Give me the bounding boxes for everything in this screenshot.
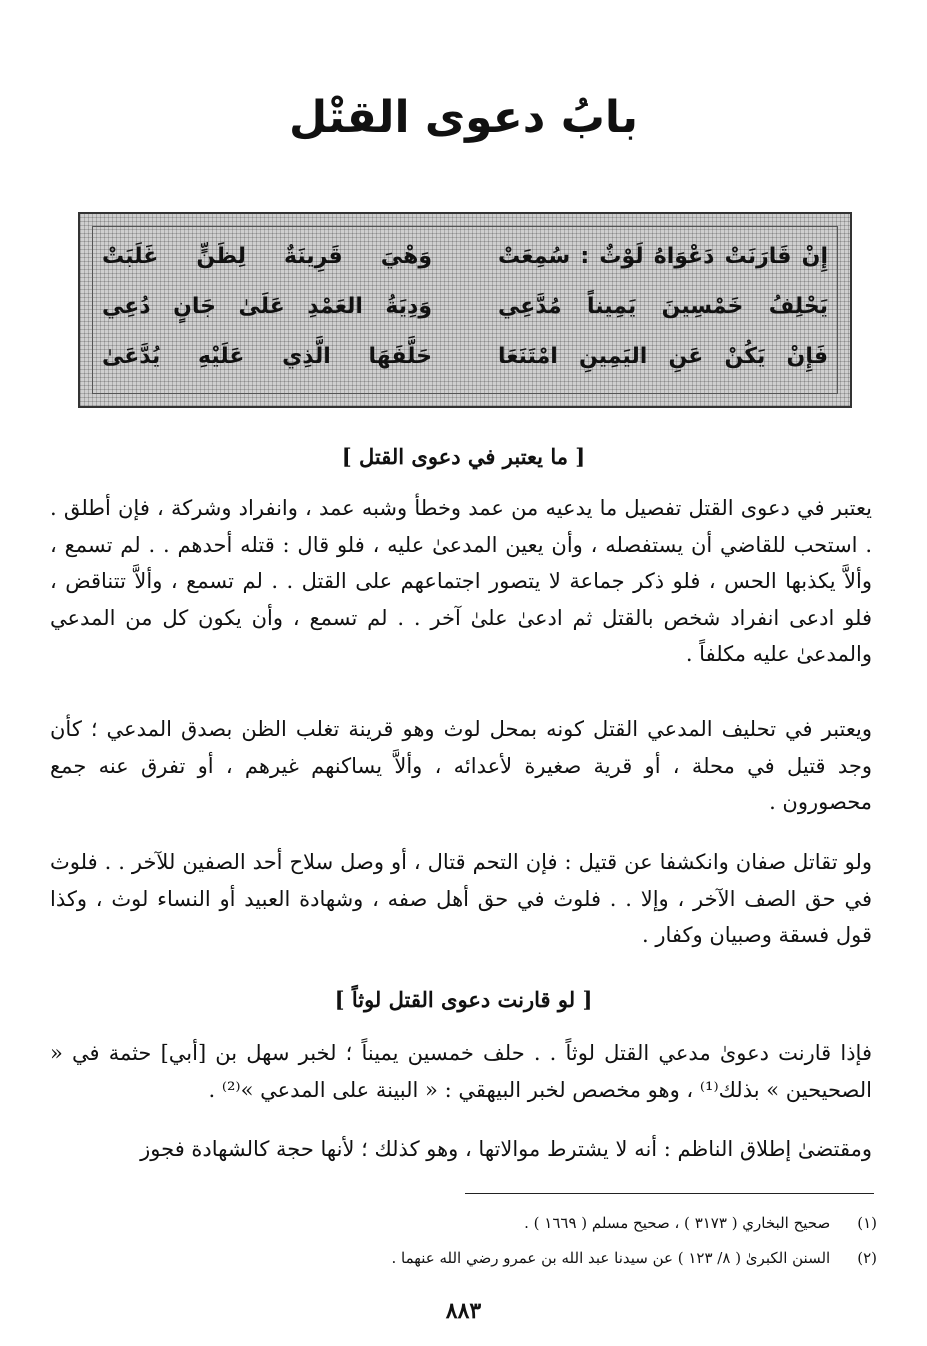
poem-hemistich-second: وَهْيَ قَرِينَةٌ لِظَنٍّ غَلَبَتْ <box>102 244 432 269</box>
paragraph: ويعتبر في تحليف المدعي القتل كونه بمحل لوث وهو قرينة تغلب الظن بصدق المدعي ؛ كأن وجد قتيل في محلة ، أو قرية صغيرة لأعدائه ، وألاَّ يساكنهم غيرهم ، أو تفرق عنه جمع محصورون . <box>50 717 872 814</box>
poem-hemistich-first: يَحْلِفُ خَمْسِينَ يَمِيناً مُدَّعِي <box>498 294 828 319</box>
poem-box <box>78 212 852 408</box>
poem-hemistich-second: حَلَّفَهَا الَّذِي عَلَيْهِ يُدَّعَىٰ <box>102 344 432 369</box>
footnote-number: (١) <box>857 1214 877 1232</box>
footnote <box>55 1248 877 1268</box>
poem-hemistich-first: إِنْ قَارَنَتْ دَعْوَاهُ لَوْثٌ : سُمِعَتْ <box>498 244 828 269</box>
poem-line <box>92 294 838 338</box>
page-number: ٨٨٣ <box>445 1298 482 1324</box>
paragraph: ومقتضىٰ إطلاق الناظم : أنه لا يشترط موالاتها ، وهو كذلك ؛ لأنها حجة كالشهادة فجوز <box>140 1137 872 1161</box>
section-heading: [ ما يعتبر في دعوى القتل ] <box>341 444 586 469</box>
paragraph: فإذا قارنت دعوىٰ مدعي القتل لوثاً . . حلف خمسين يميناً ؛ لخبر سهل بن [أبي] حثمة في « الصحيحين » بذلك⁽¹⁾ ، وهو مخصص لخبر البيهقي : « البينة على المدعي »⁽²⁾ . <box>50 1041 872 1102</box>
chapter-title: بابُ دعوى القتْل <box>289 92 638 143</box>
paragraph: ولو تقاتل صفان وانكشفا عن قتيل : فإن التحم قتال ، أو وصل سلاح أحد الصفين للآخر . . فلوث في حق الصف الآخر ، وإلا . . فلوث في حق أهل صفه ، وشهادة العبيد أو النساء لوث ، وكذا قول فسقة وصبيان وكفار . <box>50 850 872 947</box>
footnote-text: صحيح البخاري ( ٣١٧٣ ) ، صحيح مسلم ( ١٦٦٩ ) . <box>524 1214 831 1232</box>
footnote <box>55 1213 877 1233</box>
poem-line <box>92 244 838 288</box>
footnote-text: السنن الكبرىٰ ( ٨/ ١٢٣ ) عن سيدنا عبد الله بن عمرو رضي الله عنهما . <box>391 1249 831 1267</box>
footnote-divider <box>465 1193 874 1194</box>
paragraph: يعتبر في دعوى القتل تفصيل ما يدعيه من عمد وخطأ وشبه عمد ، وانفراد وشركة ، فإن أطلق . . استحب للقاضي أن يستفصله ، وأن يعين المدعىٰ عليه ، فلو قال : قتله أحدهم . . لم تسمع ، وألاَّ يكذبها الحس ، فلو ذكر جماعة لا يتصور اجتماعهم على القتل . . لم تسمع ، وألاَّ تتناقض ، فلو ادعى انفراد شخص بالقتل ثم ادعىٰ علىٰ آخر . . لم تسمع ، وأن يكون كل من المدعي والمدعىٰ عليه مكلفاً . <box>50 496 872 666</box>
section-heading: [ لو قارنت دعوى القتل لوثاً ] <box>334 987 593 1012</box>
poem-hemistich-second: وَدِيَةُ العَمْدِ عَلَىٰ جَانٍ دُعِي <box>102 294 432 319</box>
footnote-number: (٢) <box>857 1249 877 1267</box>
poem-hemistich-first: فَإِنْ يَكُنْ عَنِ اليَمِينِ امْتَنَعَا <box>498 344 828 369</box>
poem-line <box>92 344 838 388</box>
